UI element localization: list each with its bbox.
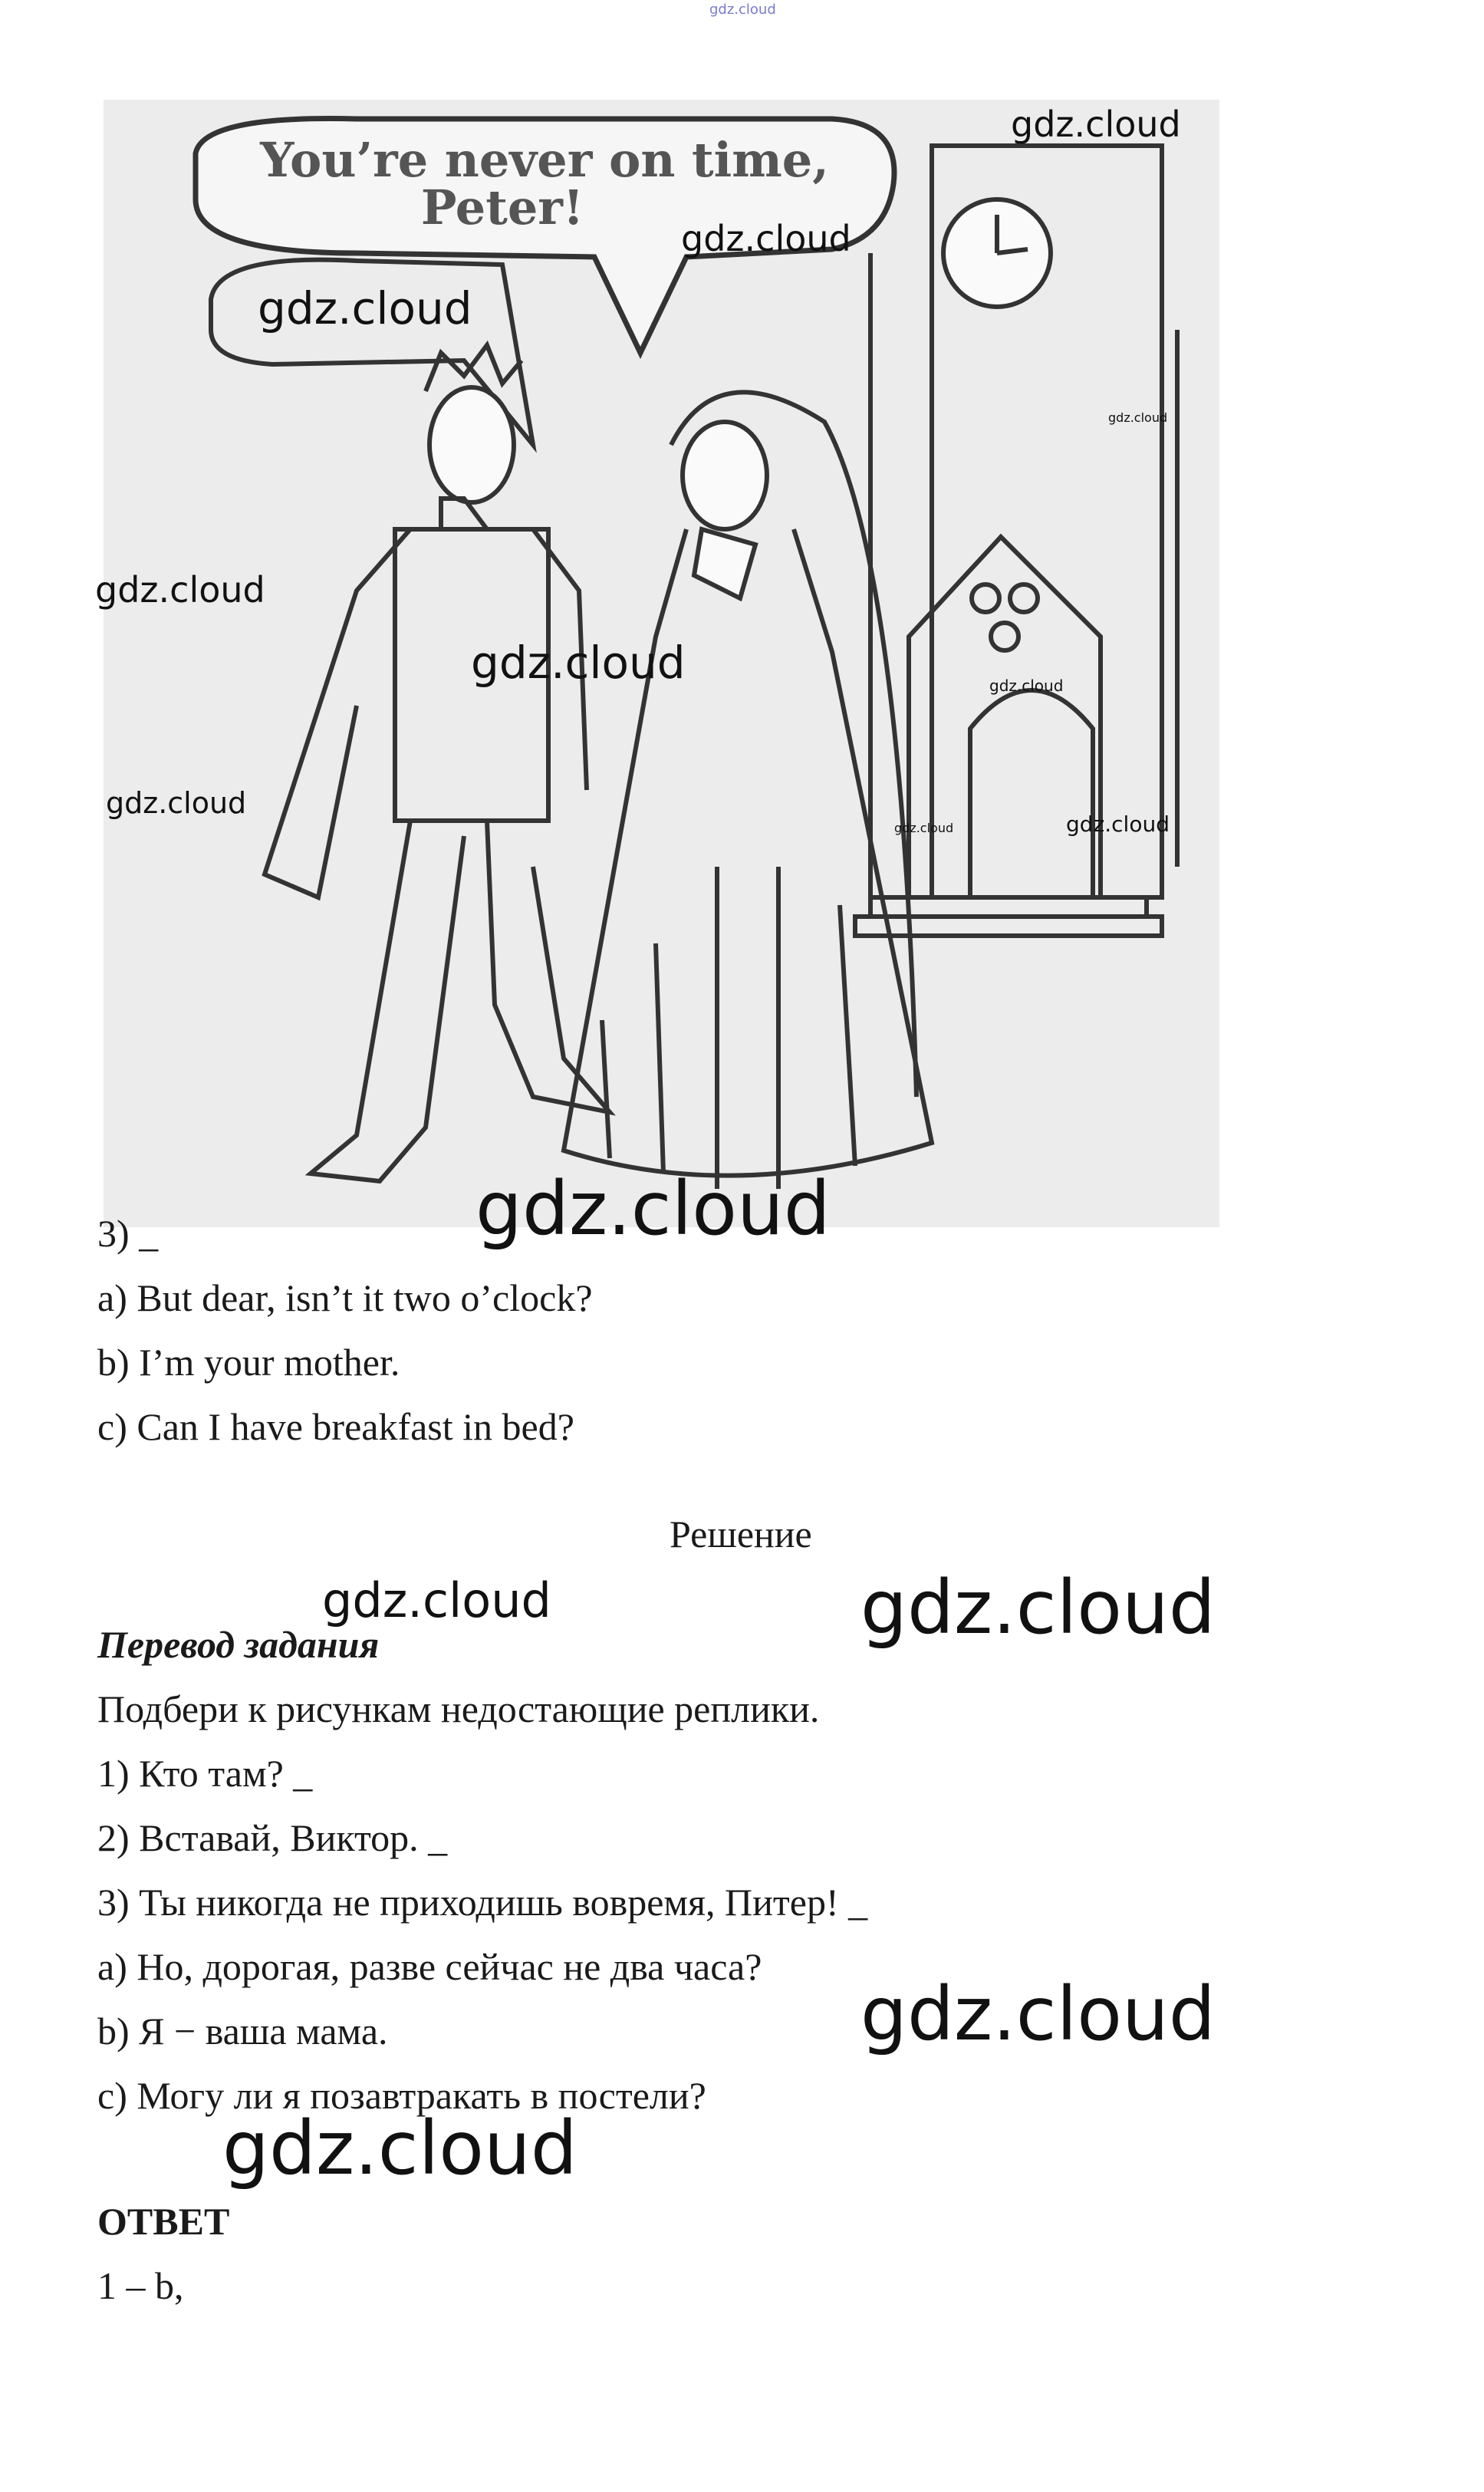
watermark: gdz.cloud xyxy=(989,676,1064,695)
watermark: gdz.cloud xyxy=(1108,410,1168,425)
option-b: b) I’m your mother. xyxy=(97,1341,400,1384)
watermark: gdz.cloud xyxy=(681,218,851,259)
watermark: gdz.cloud xyxy=(258,282,472,334)
exercise-number: 3) _ xyxy=(97,1212,159,1255)
translation-item: 3) Ты никогда не приходишь вовремя, Питер! _ xyxy=(97,1881,868,1924)
watermark: gdz.cloud xyxy=(222,2105,577,2191)
watermark: gdz.cloud xyxy=(475,1166,831,1252)
answer-text: 1 – b, xyxy=(97,2264,184,2307)
translation-item: 2) Вставай, Виктор. _ xyxy=(97,1816,448,1859)
instruction: Подбери к рисункам недостающие реплики. xyxy=(97,1687,820,1730)
watermark: gdz.cloud xyxy=(1011,104,1181,145)
speech-line-2: Peter! xyxy=(420,179,584,235)
solution-heading: Решение xyxy=(670,1513,812,1555)
answer-title: ОТВЕТ xyxy=(97,2200,230,2243)
watermark: gdz.cloud xyxy=(106,786,247,820)
speech-line-1: You’re never on time, xyxy=(260,132,829,188)
option-a: a) But dear, isn’t it two o’clock? xyxy=(97,1276,593,1319)
translation-item: b) Я − ваша мама. xyxy=(97,2010,388,2053)
watermark: gdz.cloud xyxy=(95,569,265,611)
watermark: gdz.cloud xyxy=(860,1565,1216,1651)
top-watermark: gdz.cloud xyxy=(709,2,776,18)
groom-figure xyxy=(265,345,610,1181)
translation-item: c) Могу ли я позавтракать в постели? xyxy=(97,2074,706,2117)
translation-item: a) Но, дорогая, разве сейчас не два часа? xyxy=(97,1945,762,1988)
translation-item: 1) Кто там? _ xyxy=(97,1752,313,1795)
watermark: gdz.cloud xyxy=(471,637,686,689)
watermark: gdz.cloud xyxy=(1066,811,1170,837)
option-c: c) Can I have breakfast in bed? xyxy=(97,1405,574,1448)
watermark: gdz.cloud xyxy=(894,821,954,835)
translation-title: Перевод задания xyxy=(97,1623,380,1666)
bride-figure xyxy=(564,392,932,1189)
watermark: gdz.cloud xyxy=(860,1971,1216,2057)
watermark: gdz.cloud xyxy=(322,1572,551,1628)
